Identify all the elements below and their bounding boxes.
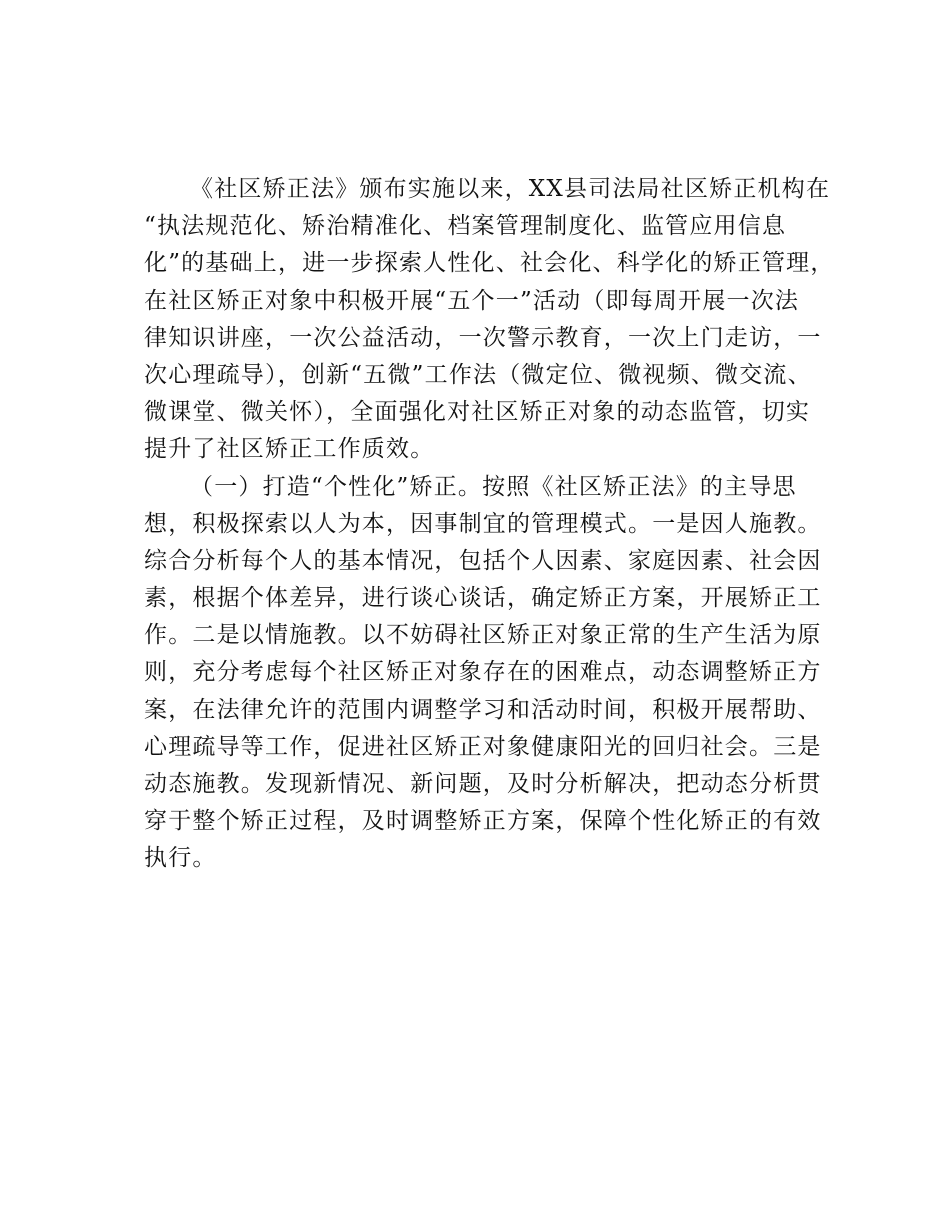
text-line: 律知识讲座，一次公益活动，一次警示教育，一次上门走访，一	[144, 324, 822, 351]
paragraph-intro	[144, 171, 834, 469]
text-line: 提升了社区矫正工作质效。	[144, 436, 435, 463]
section-heading-line: （一）打造“个性化”矫正。按照《社区矫正法》的主导思	[190, 473, 797, 500]
paragraph-section-1	[144, 469, 834, 878]
text-line: 执行。	[144, 845, 217, 872]
text-line: 《社区矫正法》颁布实施以来，XX县司法局社区矫正机构在	[190, 176, 831, 202]
text-line: 作。二是以情施教。以不妨碍社区矫正对象正常的生产生活为原	[144, 622, 822, 649]
text-line: 心理疏导等工作，促进社区矫正对象健康阳光的回归社会。三是	[144, 733, 822, 760]
text-line: 在社区矫正对象中积极开展“五个一”活动（即每周开展一次法	[144, 287, 800, 314]
text-line: 综合分析每个人的基本情况，包括个人因素、家庭因素、社会因	[144, 547, 822, 574]
text-line: 素，根据个体差异，进行谈心谈话，确定矫正方案，开展矫正工	[144, 585, 822, 612]
text-line: 穿于整个矫正过程，及时调整矫正方案，保障个性化矫正的有效	[144, 808, 822, 835]
text-line: 次心理疏导），创新“五微”工作法（微定位、微视频、微交流、	[144, 361, 812, 388]
text-line: 想，积极探索以人为本，因事制宜的管理模式。一是因人施教。	[144, 510, 822, 537]
text-line: 动态施教。发现新情况、新问题，及时分析解决，把动态分析贯	[144, 771, 822, 797]
text-line: 案，在法律允许的范围内调整学习和活动时间，积极开展帮助、	[144, 696, 822, 723]
text-line: 则，充分考虑每个社区矫正对象存在的困难点，动态调整矫正方	[144, 659, 822, 686]
text-line: 化”的基础上，进一步探索人性化、社会化、科学化的矫正管理，	[144, 250, 835, 277]
text-line: “执法规范化、矫治精准化、档案管理制度化、监管应用信息	[144, 213, 787, 240]
text-line: 微课堂、微关怀），全面强化对社区矫正对象的动态监管，切实	[144, 399, 811, 426]
document-body	[144, 171, 834, 878]
